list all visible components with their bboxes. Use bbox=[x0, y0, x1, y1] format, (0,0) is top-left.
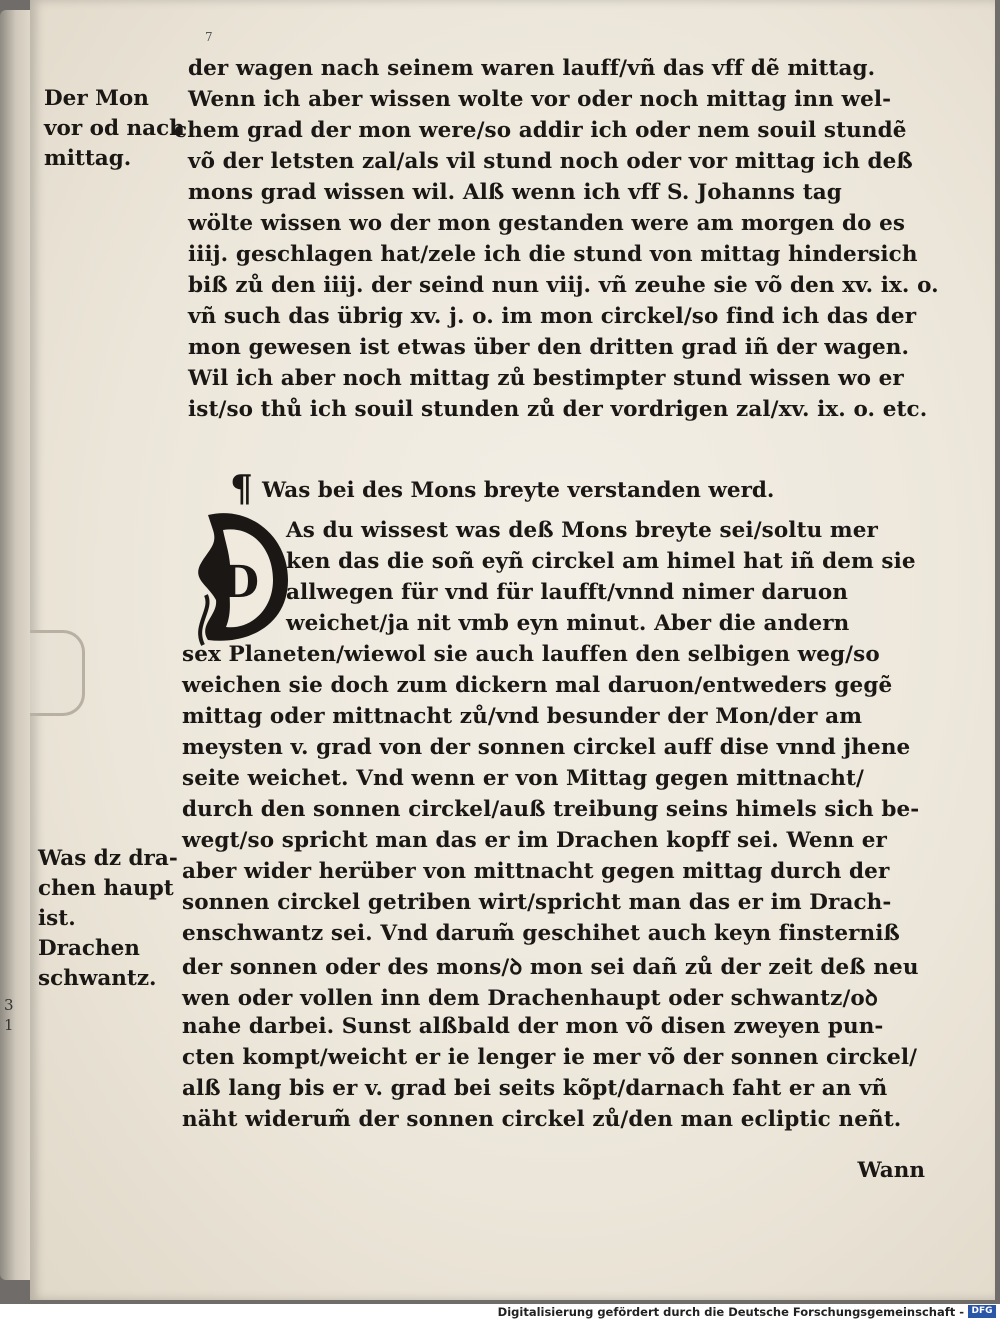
text-line: sonnen circkel getriben wirt/spricht man das er im Drach- bbox=[182, 890, 892, 915]
text-line: mittag oder mittnacht zů/vnd besunder der Mon/der am bbox=[182, 704, 863, 729]
text-line: ist/so thů ich souil stunden zů der vordrigen zal/xv. ix. o. etc. bbox=[188, 397, 928, 422]
margin-note-line: mittag. bbox=[44, 146, 132, 171]
text-block-1 bbox=[174, 56, 963, 446]
initial-letter: D bbox=[220, 557, 260, 608]
margin-note-drachen bbox=[38, 844, 178, 994]
dfg-logo-icon: DFG bbox=[968, 1305, 996, 1318]
text-line: allwegen für vnd für laufft/vnnd nimer daruon bbox=[286, 580, 849, 605]
text-line: ken das die soñ eyñ circkel am himel hat iñ dem sie bbox=[286, 549, 916, 574]
edge-mark: 1 bbox=[4, 1016, 14, 1034]
margin-note-line: Drachen bbox=[38, 936, 140, 961]
text-line: durch den sonnen circkel/auß treibung seins himels sich be- bbox=[182, 797, 920, 822]
text-line: nahe darbei. Sunst alßbald der mon võ disen zweyen pun- bbox=[182, 1014, 884, 1039]
footer-bar bbox=[0, 1304, 1000, 1320]
text-line: meysten v. grad von der sonnen circkel auff dise vnnd jhene bbox=[182, 735, 911, 760]
text-line: Wenn ich aber wissen wolte vor oder noch mittag inn wel- bbox=[188, 87, 892, 112]
text-block-2 bbox=[182, 518, 962, 1158]
text-line: wen oder vollen inn dem Drachenhaupt oder schwantz/oꝺ bbox=[182, 986, 878, 1011]
text-line: der wagen nach seinem waren lauff/vñ das vff dẽ mittag. bbox=[188, 56, 876, 81]
catchword: Wann bbox=[857, 1158, 925, 1183]
text-line: seite weichet. Vnd wenn er von Mittag gegen mittnacht/ bbox=[182, 766, 864, 791]
section-heading: Was bei des Mons breyte verstanden werd. bbox=[262, 478, 775, 503]
page-clip bbox=[30, 630, 85, 716]
text-line: Wil ich aber noch mittag zů bestimpter stund wissen wo er bbox=[188, 366, 904, 391]
text-line: wölte wissen wo der mon gestanden were am morgen do es bbox=[188, 211, 906, 236]
page-mark: 7 bbox=[205, 30, 213, 44]
margin-note-line: ist. bbox=[38, 906, 76, 931]
edge-mark: 3 bbox=[4, 996, 14, 1014]
margin-note-line: Der Mon bbox=[44, 86, 149, 111]
text-line: biß zů den iiij. der seind nun viij. vñ zeuhe sie võ den xv. ix. o. bbox=[188, 273, 939, 298]
book-page bbox=[30, 0, 995, 1300]
text-line: weichet/ja nit vmb eyn minut. Aber die andern bbox=[286, 611, 850, 636]
text-line: iiij. geschlagen hat/zele ich die stund von mittag hindersich bbox=[188, 242, 918, 267]
text-line: As du wissest was deß Mons breyte sei/soltu mer bbox=[286, 518, 878, 543]
text-line: weichen sie doch zum dickern mal daruon/entweders gegẽ bbox=[182, 673, 893, 698]
margin-note-line: schwantz. bbox=[38, 966, 157, 991]
margin-note-line: vor od nach bbox=[44, 116, 185, 141]
text-line: näht widerum̃ der sonnen circkel zů/den man ecliptic neñt. bbox=[182, 1107, 902, 1132]
text-line: sex Planeten/wiewol sie auch lauffen den selbigen weg/so bbox=[182, 642, 880, 667]
text-line: mons grad wissen wil. Alß wenn ich vff S. Johanns tag bbox=[188, 180, 842, 205]
margin-note-line: Was dz dra- bbox=[38, 846, 178, 871]
text-line: aber wider herüber von mittnacht gegen mittag durch der bbox=[182, 859, 890, 884]
text-line: vñ such das übrig xv. j. o. im mon circkel/so find ich das der bbox=[188, 304, 917, 329]
text-line: enschwantz sei. Vnd darum̃ geschihet auch keyn finsterniß bbox=[182, 921, 900, 946]
text-line: cten kompt/weicht er ie lenger ie mer võ der sonnen circkel/ bbox=[182, 1045, 918, 1070]
text-line: chem grad der mon were/so addir ich oder nem souil stundẽ bbox=[174, 118, 907, 143]
text-line: alß lang bis er v. grad bei seits kõpt/darnach faht er an vñ bbox=[182, 1076, 888, 1101]
margin-note-mon bbox=[44, 84, 185, 174]
footer-credit: Digitalisierung gefördert durch die Deutsche Forschungsgemeinschaft - bbox=[497, 1305, 964, 1319]
text-line: mon gewesen ist etwas über den dritten grad iñ der wagen. bbox=[188, 335, 910, 360]
text-line: võ der letsten zal/als vil stund noch oder vor mittag ich deß bbox=[188, 149, 913, 174]
page-edge-marks bbox=[4, 995, 14, 1035]
pilcrow-mark: ¶ bbox=[230, 468, 253, 510]
text-line: wegt/so spricht man das er im Drachen kopff sei. Wenn er bbox=[182, 828, 887, 853]
text-line: der sonnen oder des mons/ꝺ mon sei dañ zů der zeit deß neu bbox=[182, 955, 919, 980]
margin-note-line: chen haupt bbox=[38, 876, 174, 901]
